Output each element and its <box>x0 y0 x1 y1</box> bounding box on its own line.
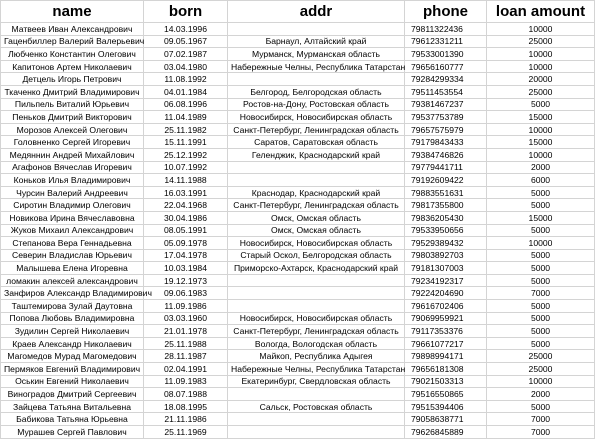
cell-loan-amount[interactable]: 10000 <box>487 23 595 36</box>
table-row <box>1 363 595 376</box>
table-row <box>1 199 595 212</box>
cell-born[interactable]: 25.11.1982 <box>144 123 228 136</box>
cell-addr[interactable]: Сальск, Ростовская область <box>228 400 405 413</box>
cell-addr[interactable] <box>228 426 405 439</box>
cell-addr[interactable] <box>228 300 405 313</box>
table-row <box>1 123 595 136</box>
table-row <box>1 350 595 363</box>
cell-phone[interactable]: 79058638771 <box>405 413 487 426</box>
cell-loan-amount[interactable]: 10000 <box>487 375 595 388</box>
cell-addr[interactable]: Майкоп, Республика Адыгея <box>228 350 405 363</box>
cell-name[interactable]: Мурашев Сергей Павлович <box>1 426 144 439</box>
cell-loan-amount[interactable]: 5000 <box>487 300 595 313</box>
cell-addr[interactable] <box>228 161 405 174</box>
cell-phone[interactable]: 79612331211 <box>405 35 487 48</box>
cell-phone[interactable]: 79515394406 <box>405 400 487 413</box>
cell-loan-amount[interactable]: 5000 <box>487 224 595 237</box>
cell-name[interactable]: Степанова Вера Геннадьевна <box>1 237 144 250</box>
cell-phone[interactable]: 79516550865 <box>405 388 487 401</box>
cell-name[interactable]: Любченко Константин Олегович <box>1 48 144 61</box>
cell-loan-amount[interactable]: 15000 <box>487 211 595 224</box>
cell-name[interactable]: Сиротин Владимир Олегович <box>1 199 144 212</box>
cell-name[interactable]: Гаценбиллер Валерий Валерьевич <box>1 35 144 48</box>
cell-phone[interactable]: 79181307003 <box>405 262 487 275</box>
cell-loan-amount[interactable]: 2000 <box>487 161 595 174</box>
cell-born[interactable]: 11.04.1989 <box>144 111 228 124</box>
table-row <box>1 98 595 111</box>
cell-loan-amount[interactable]: 10000 <box>487 48 595 61</box>
cell-loan-amount[interactable]: 25000 <box>487 350 595 363</box>
cell-born[interactable]: 30.04.1986 <box>144 211 228 224</box>
cell-loan-amount[interactable]: 25000 <box>487 85 595 98</box>
cell-loan-amount[interactable]: 15000 <box>487 111 595 124</box>
cell-born[interactable]: 19.12.1973 <box>144 274 228 287</box>
cell-addr[interactable]: Ростов-на-Дону, Ростовская область <box>228 98 405 111</box>
cell-name[interactable]: Детцель Игорь Петрович <box>1 73 144 86</box>
cell-phone[interactable]: 79898994171 <box>405 350 487 363</box>
cell-name[interactable]: Медяннин Андрей Михайлович <box>1 148 144 161</box>
cell-born[interactable]: 25.11.1969 <box>144 426 228 439</box>
cell-born[interactable]: 21.11.1986 <box>144 413 228 426</box>
cell-addr[interactable]: Новосибирск, Новосибирская область <box>228 312 405 325</box>
cell-born[interactable]: 10.03.1984 <box>144 262 228 275</box>
cell-phone[interactable]: 79384746826 <box>405 148 487 161</box>
cell-born[interactable]: 08.05.1991 <box>144 224 228 237</box>
column-header-name[interactable]: name <box>1 1 144 23</box>
cell-phone[interactable]: 79803892703 <box>405 249 487 262</box>
column-header-phone[interactable]: phone <box>405 1 487 23</box>
cell-born[interactable]: 25.11.1988 <box>144 337 228 350</box>
cell-born[interactable]: 11.09.1983 <box>144 375 228 388</box>
cell-name[interactable]: Оськин Евгений Николаевич <box>1 375 144 388</box>
cell-phone[interactable]: 79284299334 <box>405 73 487 86</box>
table-row <box>1 148 595 161</box>
cell-loan-amount[interactable]: 6000 <box>487 174 595 187</box>
cell-addr[interactable] <box>228 287 405 300</box>
cell-phone[interactable]: 79656181308 <box>405 363 487 376</box>
cell-name[interactable]: Жуков Михаил Александрович <box>1 224 144 237</box>
cell-addr[interactable]: Екатеринбург, Свердловская область <box>228 375 405 388</box>
cell-name[interactable]: Агафонов Вячеслав Игоревич <box>1 161 144 174</box>
cell-addr[interactable]: Санкт-Петербург, Ленинградская область <box>228 199 405 212</box>
table-row <box>1 161 595 174</box>
cell-name[interactable]: Краев Александр Николаевич <box>1 337 144 350</box>
cell-loan-amount[interactable]: 25000 <box>487 363 595 376</box>
cell-name[interactable]: Пеньков Дмитрий Викторович <box>1 111 144 124</box>
cell-name[interactable]: Ткаченко Дмитрий Владимирович <box>1 85 144 98</box>
cell-born[interactable]: 22.04.1968 <box>144 199 228 212</box>
cell-phone[interactable]: 79817355800 <box>405 199 487 212</box>
table-row <box>1 413 595 426</box>
cell-name[interactable]: Капитонов Артем Николаевич <box>1 60 144 73</box>
table-row <box>1 111 595 124</box>
cell-addr[interactable]: Санкт-Петербург, Ленинградская область <box>228 325 405 338</box>
cell-name[interactable]: Коньков Илья Владимирович <box>1 174 144 187</box>
cell-phone[interactable]: 79616702406 <box>405 300 487 313</box>
cell-addr[interactable]: Барнаул, Алтайский край <box>228 35 405 48</box>
cell-addr[interactable]: Вологда, Вологодская область <box>228 337 405 350</box>
cell-name[interactable]: Попова Любовь Владимировна <box>1 312 144 325</box>
cell-loan-amount[interactable]: 5000 <box>487 312 595 325</box>
cell-born[interactable]: 02.04.1991 <box>144 363 228 376</box>
cell-loan-amount[interactable]: 5000 <box>487 400 595 413</box>
cell-born[interactable]: 04.01.1984 <box>144 85 228 98</box>
cell-name[interactable]: Бабикова Татьяна Юрьевна <box>1 413 144 426</box>
table-row <box>1 300 595 313</box>
table-row <box>1 388 595 401</box>
table-row <box>1 400 595 413</box>
cell-phone[interactable]: 79626845889 <box>405 426 487 439</box>
cell-loan-amount[interactable]: 5000 <box>487 186 595 199</box>
cell-name[interactable]: Головненко Сергей Игоревич <box>1 136 144 149</box>
table-row <box>1 325 595 338</box>
table-row <box>1 60 595 73</box>
cell-born[interactable]: 16.03.1991 <box>144 186 228 199</box>
cell-loan-amount[interactable]: 20000 <box>487 73 595 86</box>
cell-phone[interactable]: 79192609422 <box>405 174 487 187</box>
cell-born[interactable]: 28.11.1987 <box>144 350 228 363</box>
cell-name[interactable]: Занфиров Александр Владимирович <box>1 287 144 300</box>
cell-phone[interactable]: 79179843433 <box>405 136 487 149</box>
table-row <box>1 48 595 61</box>
cell-addr[interactable]: Набережные Челны, Республика Татарстан <box>228 60 405 73</box>
column-header-born[interactable]: born <box>144 1 228 23</box>
cell-addr[interactable]: Санкт-Петербург, Ленинградская область <box>228 123 405 136</box>
cell-loan-amount[interactable]: 10000 <box>487 60 595 73</box>
cell-name[interactable]: Северин Владислав Юрьевич <box>1 249 144 262</box>
cell-loan-amount[interactable]: 7000 <box>487 426 595 439</box>
cell-phone[interactable]: 79533950656 <box>405 224 487 237</box>
cell-born[interactable]: 14.11.1988 <box>144 174 228 187</box>
cell-phone[interactable]: 79224204690 <box>405 287 487 300</box>
cell-loan-amount[interactable]: 5000 <box>487 262 595 275</box>
cell-phone[interactable]: 79381467237 <box>405 98 487 111</box>
cell-phone[interactable]: 79811322436 <box>405 23 487 36</box>
table-row <box>1 426 595 439</box>
cell-loan-amount[interactable]: 10000 <box>487 237 595 250</box>
cell-born[interactable]: 15.11.1991 <box>144 136 228 149</box>
table-row <box>1 274 595 287</box>
cell-loan-amount[interactable]: 5000 <box>487 249 595 262</box>
cell-born[interactable]: 08.07.1988 <box>144 388 228 401</box>
cell-addr[interactable] <box>228 174 405 187</box>
cell-addr[interactable] <box>228 274 405 287</box>
cell-name[interactable]: Морозов Алексей Олегович <box>1 123 144 136</box>
table-row <box>1 337 595 350</box>
cell-name[interactable]: ломакин алексей александрович <box>1 274 144 287</box>
cell-loan-amount[interactable]: 15000 <box>487 136 595 149</box>
header-row <box>1 1 595 23</box>
cell-loan-amount[interactable]: 5000 <box>487 274 595 287</box>
cell-name[interactable]: Таштемирова Зулай Даутовна <box>1 300 144 313</box>
cell-loan-amount[interactable]: 25000 <box>487 35 595 48</box>
cell-born[interactable]: 09.06.1983 <box>144 287 228 300</box>
cell-born[interactable]: 03.04.1980 <box>144 60 228 73</box>
cell-addr[interactable]: Новосибирск, Новосибирская область <box>228 111 405 124</box>
table-row <box>1 375 595 388</box>
cell-born[interactable]: 05.09.1978 <box>144 237 228 250</box>
cell-name[interactable]: Чурсин Валерий Андреевич <box>1 186 144 199</box>
cell-phone[interactable]: 79529389432 <box>405 237 487 250</box>
cell-name[interactable]: Матвеев Иван Александрович <box>1 23 144 36</box>
cell-loan-amount[interactable]: 7000 <box>487 413 595 426</box>
cell-addr[interactable] <box>228 73 405 86</box>
cell-addr[interactable]: Омск, Омская область <box>228 224 405 237</box>
cell-name[interactable]: Малышева Елена Игоревна <box>1 262 144 275</box>
cell-addr[interactable] <box>228 23 405 36</box>
cell-phone[interactable]: 79656160777 <box>405 60 487 73</box>
cell-phone[interactable]: 79883551631 <box>405 186 487 199</box>
cell-name[interactable]: Зудилин Сергей Николаевич <box>1 325 144 338</box>
cell-loan-amount[interactable]: 10000 <box>487 148 595 161</box>
cell-name[interactable]: Пильпель Виталий Юрьевич <box>1 98 144 111</box>
cell-addr[interactable]: Мурманск, Мурманская область <box>228 48 405 61</box>
cell-loan-amount[interactable]: 2000 <box>487 388 595 401</box>
cell-born[interactable]: 21.01.1978 <box>144 325 228 338</box>
cell-phone[interactable]: 79533001390 <box>405 48 487 61</box>
cell-name[interactable]: Новикова Ирина Вячеславовна <box>1 211 144 224</box>
cell-born[interactable]: 14.03.1996 <box>144 23 228 36</box>
cell-addr[interactable]: Старый Оскол, Белгородская область <box>228 249 405 262</box>
cell-born[interactable]: 17.04.1978 <box>144 249 228 262</box>
cell-phone[interactable]: 79234192317 <box>405 274 487 287</box>
cell-name[interactable]: Виноградов Дмитрий Сергеевич <box>1 388 144 401</box>
table-row <box>1 249 595 262</box>
cell-born[interactable]: 10.07.1992 <box>144 161 228 174</box>
cell-phone[interactable]: 79657575979 <box>405 123 487 136</box>
cell-loan-amount[interactable]: 5000 <box>487 325 595 338</box>
table-row <box>1 224 595 237</box>
cell-born[interactable]: 09.05.1967 <box>144 35 228 48</box>
cell-addr[interactable]: Геленджик, Краснодарский край <box>228 148 405 161</box>
table-row <box>1 136 595 149</box>
column-header-loan-amount[interactable]: loan amount <box>487 1 595 23</box>
cell-addr[interactable]: Белгород, Белгородская область <box>228 85 405 98</box>
cell-born[interactable]: 03.03.1960 <box>144 312 228 325</box>
cell-name[interactable]: Пермяков Евгений Владимирович <box>1 363 144 376</box>
table-row <box>1 73 595 86</box>
cell-born[interactable]: 06.08.1996 <box>144 98 228 111</box>
cell-addr[interactable]: Приморско-Ахтарск, Краснодарский край <box>228 262 405 275</box>
table-body <box>1 23 595 439</box>
cell-phone[interactable]: 79117353376 <box>405 325 487 338</box>
cell-addr[interactable] <box>228 388 405 401</box>
table-row <box>1 312 595 325</box>
cell-born[interactable]: 11.09.1986 <box>144 300 228 313</box>
cell-addr[interactable] <box>228 413 405 426</box>
cell-addr[interactable]: Краснодар, Краснодарский край <box>228 186 405 199</box>
cell-addr[interactable]: Саратов, Саратовская область <box>228 136 405 149</box>
cell-loan-amount[interactable]: 5000 <box>487 199 595 212</box>
cell-loan-amount[interactable]: 5000 <box>487 98 595 111</box>
cell-addr[interactable]: Новосибирск, Новосибирская область <box>228 237 405 250</box>
cell-born[interactable]: 11.08.1992 <box>144 73 228 86</box>
table-row <box>1 186 595 199</box>
table-row <box>1 211 595 224</box>
table-row <box>1 23 595 36</box>
cell-name[interactable]: Магомедов Мурад Магомедович <box>1 350 144 363</box>
table-row <box>1 262 595 275</box>
table-row <box>1 174 595 187</box>
cell-born[interactable]: 18.08.1995 <box>144 400 228 413</box>
cell-phone[interactable]: 79511453554 <box>405 85 487 98</box>
table-row <box>1 85 595 98</box>
cell-phone[interactable]: 79021503313 <box>405 375 487 388</box>
cell-loan-amount[interactable]: 7000 <box>487 287 595 300</box>
cell-born[interactable]: 25.12.1992 <box>144 148 228 161</box>
cell-phone[interactable]: 79069959921 <box>405 312 487 325</box>
cell-phone[interactable]: 79779441711 <box>405 161 487 174</box>
cell-phone[interactable]: 79537753789 <box>405 111 487 124</box>
cell-born[interactable]: 07.02.1987 <box>144 48 228 61</box>
cell-name[interactable]: Зайцева Татьяна Витальевна <box>1 400 144 413</box>
table-row <box>1 35 595 48</box>
cell-loan-amount[interactable]: 10000 <box>487 123 595 136</box>
table-row <box>1 287 595 300</box>
cell-addr[interactable]: Омск, Омская область <box>228 211 405 224</box>
cell-phone[interactable]: 79661077217 <box>405 337 487 350</box>
cell-loan-amount[interactable]: 5000 <box>487 337 595 350</box>
table-row <box>1 237 595 250</box>
cell-phone[interactable]: 79836205430 <box>405 211 487 224</box>
cell-addr[interactable]: Набережные Челны, Республика Татарстан <box>228 363 405 376</box>
column-header-addr[interactable]: addr <box>228 1 405 23</box>
